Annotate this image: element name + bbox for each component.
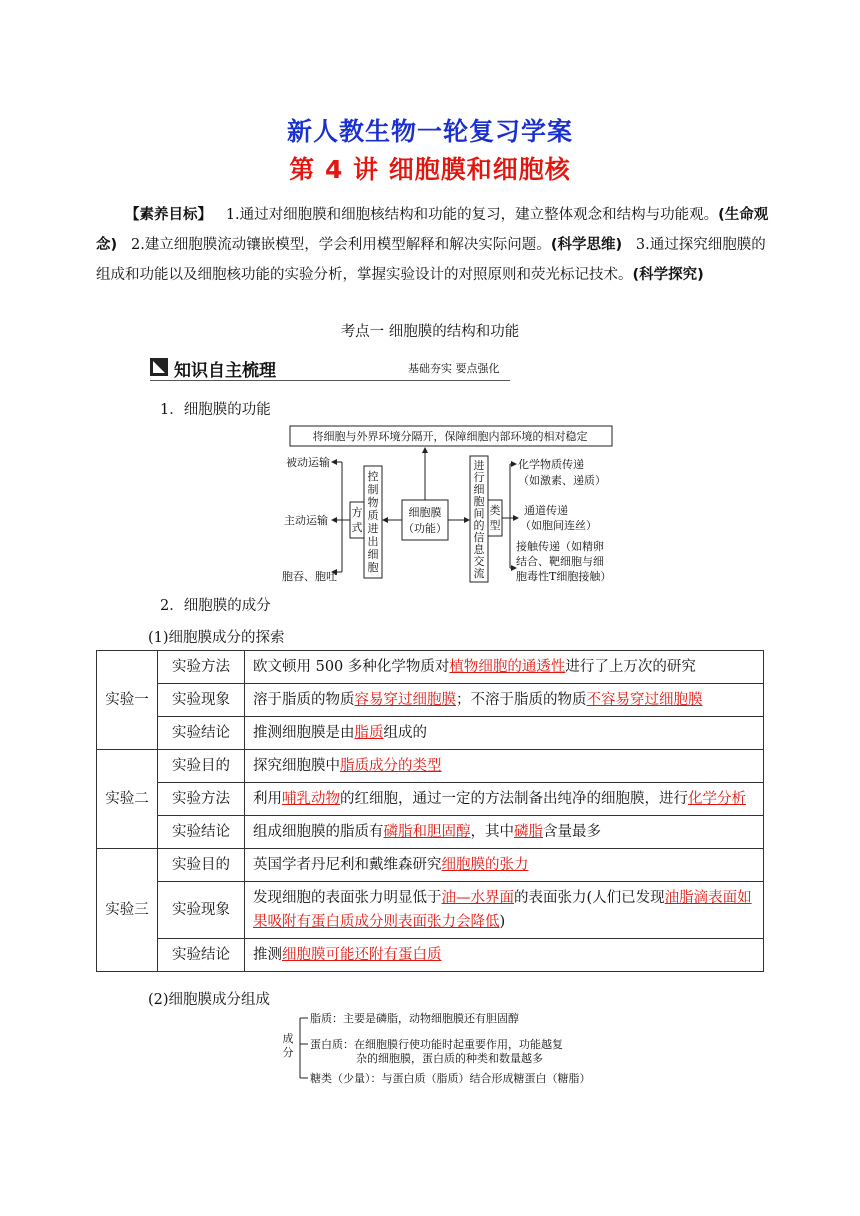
row-label: 实验方法 bbox=[158, 651, 245, 684]
svg-text:质: 质 bbox=[367, 509, 379, 522]
goal-2: 2.建立细胞膜流动镶嵌模型，学会利用模型解释和解决实际问题。 bbox=[130, 237, 551, 253]
type-label-1: 类 bbox=[489, 504, 501, 517]
learning-goals bbox=[96, 200, 776, 290]
table-row bbox=[97, 849, 764, 882]
svg-text:交: 交 bbox=[473, 555, 485, 568]
row-content: 推测细胞膜可能还附有蛋白质 bbox=[245, 939, 764, 972]
svg-text:流: 流 bbox=[473, 567, 485, 580]
row-content: 溶于脂质的物质容易穿过细胞膜；不溶于脂质的物质不容易穿过细胞膜 bbox=[245, 684, 764, 717]
svg-text:细: 细 bbox=[473, 483, 485, 496]
kaodian-heading: 考点一 细胞膜的结构和功能 bbox=[340, 324, 520, 340]
table-row bbox=[97, 816, 764, 849]
center-text-2: （功能） bbox=[403, 522, 447, 535]
method-label-2: 式 bbox=[351, 521, 363, 534]
contact-3: 胞毒性T细胞接触） bbox=[516, 570, 612, 583]
row-label: 实验结论 bbox=[158, 939, 245, 972]
goal-3-tag: (科学探究) bbox=[632, 267, 704, 283]
goal-1-tag: (生命观念) bbox=[96, 207, 769, 253]
row-label: 实验方法 bbox=[158, 783, 245, 816]
goal-3: 3.通过探究细胞膜的组成和功能以及细胞核功能的实验分析，掌握实验设计的对照原则和荧光标记技术。 bbox=[96, 237, 766, 283]
svg-text:物: 物 bbox=[367, 496, 379, 509]
active-transport: 主动运输 bbox=[284, 514, 328, 527]
row-content: 组成细胞膜的脂质有磷脂和胆固醇，其中磷脂含量最多 bbox=[245, 816, 764, 849]
method-label-1: 方 bbox=[351, 506, 363, 519]
row-content: 探究细胞膜中脂质成分的类型 bbox=[245, 750, 764, 783]
section-banner bbox=[150, 356, 510, 381]
row-content: 利用哺乳动物的红细胞，通过一定的方法制备出纯净的细胞膜，进行化学分析 bbox=[245, 783, 764, 816]
control-label bbox=[368, 469, 379, 574]
subsection-exploration: (1)细胞膜成分的探索 bbox=[148, 630, 285, 646]
top-box-text: 将细胞与外界环境分隔开，保障细胞内部环境的相对稳定 bbox=[312, 430, 588, 443]
passive-transport: 被动运输 bbox=[286, 456, 330, 469]
comp-lipid: 脂质：主要是磷脂，动物细胞膜还有胆固醇 bbox=[310, 1012, 519, 1025]
row-label: 实验目的 bbox=[158, 849, 245, 882]
row-content: 欧文顿用 500 多种化学物质对植物细胞的通透性进行了上万次的研究 bbox=[245, 651, 764, 684]
svg-text:控: 控 bbox=[367, 470, 379, 483]
svg-text:进: 进 bbox=[367, 522, 379, 535]
membrane-function-diagram bbox=[280, 422, 620, 588]
svg-text:行: 行 bbox=[473, 471, 485, 484]
goal-2-tag: (科学思维) bbox=[550, 237, 623, 253]
lecture-title: 第 4 讲 细胞膜和细胞核 bbox=[289, 155, 571, 184]
chem-example: （如激素、递质） bbox=[518, 474, 606, 487]
table-row bbox=[97, 651, 764, 684]
svg-text:出: 出 bbox=[367, 535, 379, 548]
row-label: 实验目的 bbox=[158, 750, 245, 783]
row-label: 实验结论 bbox=[158, 717, 245, 750]
svg-text:进: 进 bbox=[473, 459, 485, 472]
group-1: 实验一 bbox=[97, 651, 158, 750]
goal-1: 1.通过对细胞膜和细胞核结构和功能的复习，建立整体观念和结构与功能观。 bbox=[225, 207, 719, 223]
row-label: 实验现象 bbox=[158, 684, 245, 717]
channel-example: （如胞间连丝） bbox=[520, 519, 597, 532]
table-row bbox=[97, 882, 764, 939]
type-label-2: 型 bbox=[489, 519, 501, 532]
svg-text:制: 制 bbox=[367, 483, 379, 496]
banner-title: 知识自主梳理 bbox=[174, 361, 276, 381]
contact-2: 结合、靶细胞与细 bbox=[516, 555, 604, 568]
svg-text:的: 的 bbox=[473, 519, 485, 532]
banner-square-icon bbox=[150, 358, 168, 376]
endo-exocytosis: 胞吞、胞吐 bbox=[282, 570, 337, 583]
svg-text:细: 细 bbox=[367, 548, 379, 561]
table-row bbox=[97, 684, 764, 717]
comp-protein-1: 蛋白质：在细胞膜行使功能时起重要作用，功能越复 bbox=[310, 1038, 563, 1051]
center-text-1: 细胞膜 bbox=[408, 506, 442, 519]
svg-text:信: 信 bbox=[473, 531, 485, 544]
group-2: 实验二 bbox=[97, 750, 158, 849]
table-row bbox=[97, 939, 764, 972]
row-label: 实验结论 bbox=[158, 816, 245, 849]
banner-subtitle: 基础夯实 要点强化 bbox=[408, 362, 500, 375]
channel-transfer: 通道传递 bbox=[524, 504, 568, 517]
svg-text:胞: 胞 bbox=[367, 561, 379, 574]
chem-transfer: 化学物质传递 bbox=[518, 458, 584, 471]
section-heading-function: 1．细胞膜的功能 bbox=[160, 402, 271, 418]
svg-text:间: 间 bbox=[473, 507, 485, 520]
experiment-table bbox=[96, 650, 764, 972]
comp-sugar: 糖类（少量）：与蛋白质（脂质）结合形成糖蛋白（糖脂） bbox=[310, 1072, 591, 1085]
document-title: 新人教生物一轮复习学案 bbox=[286, 117, 573, 146]
svg-text:胞: 胞 bbox=[473, 495, 485, 508]
goals-label: 【素养目标】 bbox=[125, 207, 212, 223]
comp-label-1: 成 bbox=[282, 1032, 294, 1045]
communication-label bbox=[474, 458, 486, 580]
table-row bbox=[97, 750, 764, 783]
row-content: 推测细胞膜是由脂质组成的 bbox=[245, 717, 764, 750]
group-3: 实验三 bbox=[97, 849, 158, 972]
row-label: 实验现象 bbox=[158, 882, 245, 939]
table-row bbox=[97, 717, 764, 750]
comp-label-2: 分 bbox=[282, 1046, 294, 1059]
composition-diagram bbox=[276, 1010, 616, 1090]
row-content: 发现细胞的表面张力明显低于油—水界面的表面张力(人们已发现油脂滴表面如果吸附有蛋白质成分则表面张力会降低) bbox=[245, 882, 764, 939]
table-row bbox=[97, 783, 764, 816]
subsection-composition: (2)细胞膜成分组成 bbox=[148, 992, 271, 1008]
svg-text:息: 息 bbox=[473, 543, 485, 556]
row-content: 英国学者丹尼利和戴维森研究细胞膜的张力 bbox=[245, 849, 764, 882]
section-heading-components: 2．细胞膜的成分 bbox=[160, 598, 271, 614]
comp-protein-2: 杂的细胞膜，蛋白质的种类和数量越多 bbox=[356, 1052, 543, 1065]
contact-1: 接触传递（如精卵 bbox=[516, 540, 604, 553]
